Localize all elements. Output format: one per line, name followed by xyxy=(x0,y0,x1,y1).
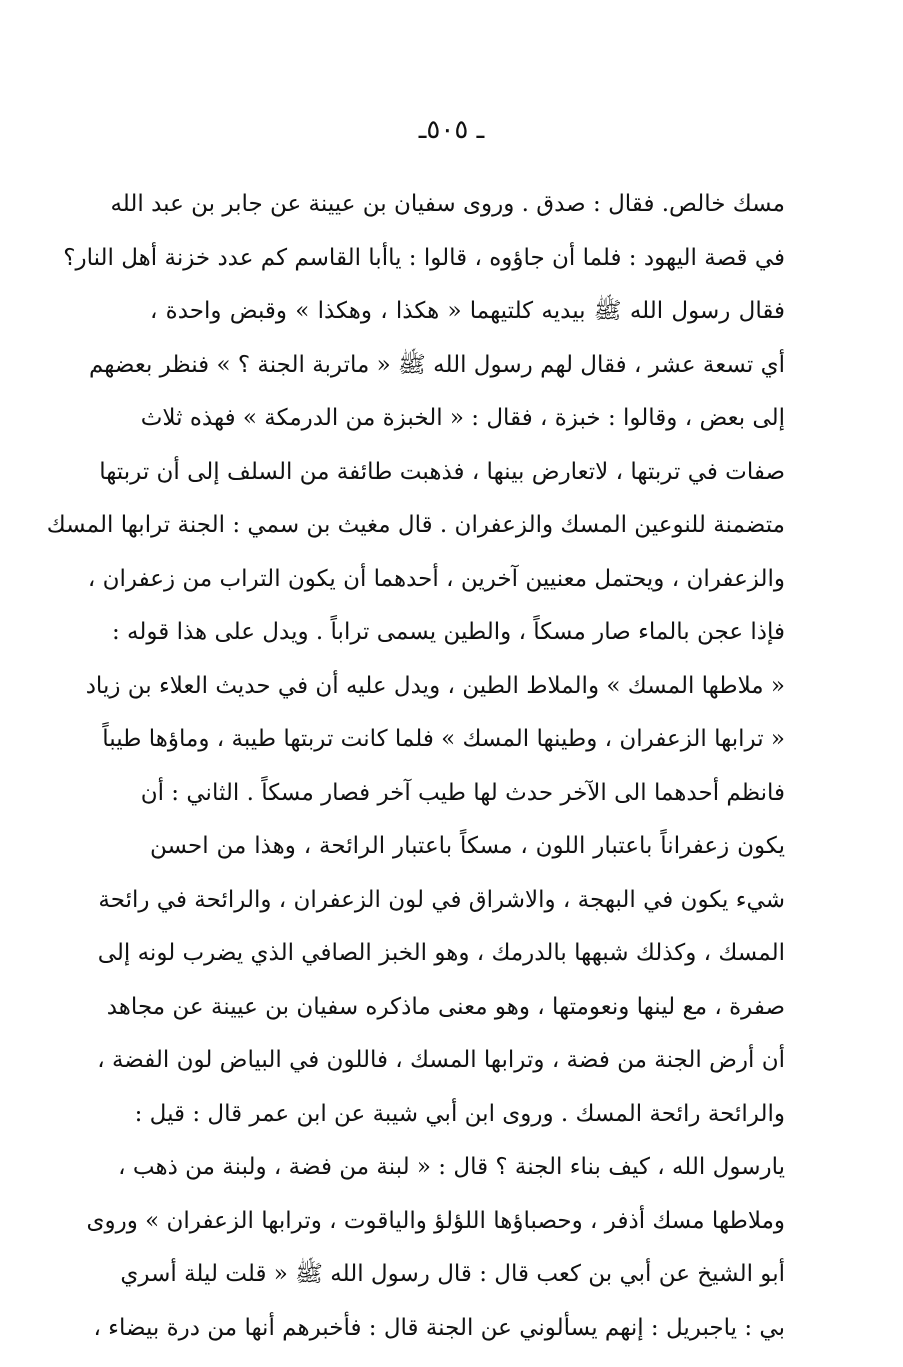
text-line: « ملاطها المسك » والملاط الطين ، ويدل عليه أن في حديث العلاء بن زياد xyxy=(85,672,785,699)
text-line: صفرة ، مع لينها ونعومتها ، وهو معنى ماذكره سفيان بن عيينة عن مجاهد xyxy=(106,993,785,1020)
text-line: أن أرض الجنة من فضة ، وترابها المسك ، فاللون في البياض لون الفضة ، xyxy=(97,1047,785,1073)
text-line: فانظم أحدهما الى الآخر حدث لها طيب آخر فصار مسكاً . الثاني : أن xyxy=(140,779,785,806)
text-line: وملاطها مسك أذفر ، وحصباؤها اللؤلؤ والياقوت ، وترابها الزعفران » وروى xyxy=(86,1207,785,1234)
text-line: « ترابها الزعفران ، وطينها المسك » فلما كانت تربتها طيبة ، وماؤها طيباً xyxy=(102,726,785,752)
text-line: فإذا عجن بالماء صار مسكاً ، والطين يسمى تراباً . ويدل على هذا قوله : xyxy=(112,619,785,645)
text-line: أبو الشيخ عن أبي بن كعب قال : قال رسول الله ﷺ « قلت ليلة أسري xyxy=(120,1261,785,1287)
text-line: بي : ياجبريل : إنهم يسألوني عن الجنة قال : فأخبرهم أنها من درة بيضاء ، xyxy=(93,1314,785,1341)
text-line: في قصة اليهود : فلما أن جاؤوه ، قالوا : ياأبا القاسم كم عدد خزنة أهل النار؟ xyxy=(63,244,785,271)
text-line: المسك ، وكذلك شبهها بالدرمك ، وهو الخبز الصافي الذي يضرب لونه إلى xyxy=(97,940,785,966)
page-number: ـ ٥٠٥ـ xyxy=(418,115,485,145)
text-line: والزعفران ، ويحتمل معنيين آخرين ، أحدهما أن يكون التراب من زعفران ، xyxy=(87,565,785,592)
text-line: إلى بعض ، وقالوا : خبزة ، فقال : « الخبزة من الدرمكة » فهذه ثلاث xyxy=(140,405,785,431)
text-line: شيء يكون في البهجة ، والاشراق في لون الزعفران ، والرائحة في رائحة xyxy=(98,886,785,913)
text-line: فقال رسول الله ﷺ بيديه كلتيهما « هكذا ، وهكذا » وقبض واحدة ، xyxy=(150,298,785,324)
text-line: مسك خالص. فقال : صدق . وروى سفيان بن عيينة عن جابر بن عبد الله xyxy=(110,191,785,217)
text-line: يارسول الله ، كيف بناء الجنة ؟ قال : « لبنة من فضة ، ولبنة من ذهب ، xyxy=(118,1154,785,1180)
text-line: يكون زعفراناً باعتبار اللون ، مسكاً باعتبار الرائحة ، وهذا من احسن xyxy=(150,833,785,859)
text-line: متضمنة للنوعين المسك والزعفران . قال مغيث بن سمي : الجنة ترابها المسك xyxy=(46,512,785,538)
text-line: والرائحة رائحة المسك . وروى ابن أبي شيبة عن ابن عمر قال : قيل : xyxy=(134,1100,785,1127)
text-line: أي تسعة عشر ، فقال لهم رسول الله ﷺ « ماتربة الجنة ؟ » فنظر بعضهم xyxy=(89,351,785,378)
text-line: صفات في تربتها ، لاتعارض بينها ، فذهبت طائفة من السلف إلى أن تربتها xyxy=(99,458,785,485)
body-text xyxy=(46,178,785,1355)
